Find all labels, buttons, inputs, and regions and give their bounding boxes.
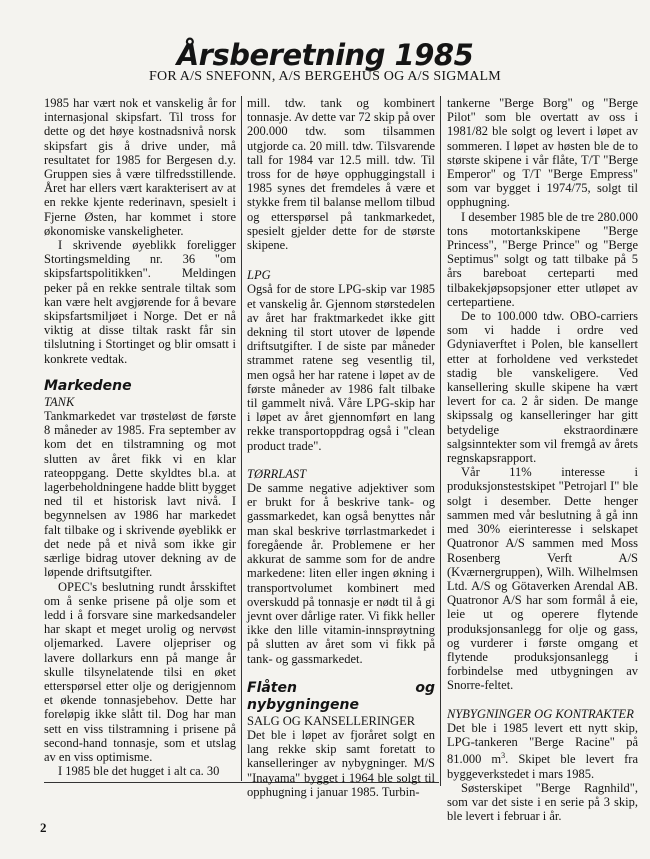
text-run: . Skipet ble levert fra byggeverkstedet i mars 1985.	[447, 752, 639, 781]
subheading-torrlast: TØRRLAST	[247, 466, 307, 481]
paragraph: I 1985 ble det hugget i alt ca. 30	[58, 764, 220, 779]
paragraph: tankerne "Berge Borg" og "Berge Pilot" som ble overtatt av oss i 1981/82 ble solgt og levert i løpet av sommeren. I løpet av høsten ble de to største skipene i vår flåte, T/T "Berge Emperor" og T/T "Berge Empress" som var bygget i 1974/75, solgt til opphugning.	[447, 96, 638, 210]
section-heading-markedene: Markedene	[44, 377, 132, 394]
paragraph: De to 100.000 tdw. OBO-carriers som vi hadde i ordre ved Gdyniaverftet i Polen, ble kansellert etter at forholdene ved verkstedet stadig ble vanskeligere. Ved kansellering skulle skipene ha vært levert for ca. 2 år siden. De mange skipssalg og kanselleringer har gitt betydelige ekstraordinære salgsinntekter som vil fremgå av årets regnskapsrapport.	[447, 309, 638, 466]
column-divider	[241, 96, 242, 781]
subheading-nybygninger: NYBYGNINGER OG KONTRAKTER	[447, 706, 634, 721]
subheading-tank: TANK	[44, 394, 75, 409]
paragraph: 1985 har vært nok et vanskelig år for internasjonal skipsfart. Til tross for dette og det høye kostnadsnivå norsk skipsfart gis å drive under, må resultatet for 1985 for Bergesen d.y. Gruppen sies å være tilfredsstillende. Året har ellers vært karakterisert av at en rekke kjente rederinavn, spesielt i Fjerne Østen, har kommet i store økonomiske vanskeligheter.	[44, 96, 236, 238]
superscript: 3	[501, 751, 506, 761]
paragraph: I desember 1985 ble de tre 280.000 tons motortankskipene "Berge Princess", "Berge Prince" og "Berge Septimus" solgt og tatt tilbake på 5 års bareboat certeparti med tilbakekjøpsopsjoner etter utløpet av certepartiene.	[447, 209, 638, 309]
paragraph: De samme negative adjektiver som er brukt for å beskrive tank- og gassmarkedet, kan også benyttes når man skal beskrive tørrlastmarkedet i foregående år. Problemene er her akkurat de samme som for de andre markedene: liten eller ingen økning i transportvolumet kombinert med overskudd på tonnasje er nødt til å gi jevnt over dårlige rater. Vi fikk heller ikke den lille vitamin-innsprøytning på slutten av året som vi fikk på tank- og gassmarkedet.	[247, 481, 435, 666]
column-3	[447, 96, 638, 823]
column-1	[44, 96, 236, 778]
subheading-lpg: LPG	[247, 268, 271, 283]
page-number: 2	[40, 820, 47, 835]
page-subtitle: FOR A/S SNEFONN, A/S BERGEHUS OG A/S SIGMALM	[149, 69, 501, 84]
paragraph: Tankmarkedet var trøsteløst de første 8 måneder av 1985. Fra september av kom det en tilstramning og mot slutten av året fikk vi en klar rateoppgang. Dette skyldtes bl.a. at lagerbeholdningene hadde blitt bygget ned til et historisk lavt nivå. I begynnelsen av 1986 har markedet falt tilbake og i skrivende øyeblikk er det nede på et nivå som ikke gir særlige bidrag utover dekning av de løpende driftsutgifter.	[44, 409, 236, 580]
paragraph: I skrivende øyeblikk foreligger Stortingsmelding nr. 36 "om skipsfartspolitikken". Meldingen peker på en rekke sentrale tiltak som kan være helt avgjørende for å bevare skipsfartsmiljøet i Norge. Det er nå viktig at disse tiltak raskt får sin tilslutning i Stortinget og blir omsatt i konkrete vedtak.	[44, 238, 236, 366]
column-divider	[440, 96, 441, 786]
paragraph: Vår 11% interesse i produksjonstestskipet "Petrojarl I" ble solgt i desember. Dette henger sammen med vår beslutning å gå inn med 30% eierinteresse i selskapet Quatronor A/S sammen med Moss Rosenberg Verft A/S (Kværnergruppen), Wilh. Wilhelmsen Ltd. A/S og Götaverken Arendal AB. Quatronor A/S har som formål å eie, leie ut og operere flytende produksjonsanlegg for olje og gass, og vurderer i første omgang et flytende produksjonsanlegg i forbindelse med utbygningen av Snorre-feltet.	[447, 465, 638, 693]
paragraph	[447, 721, 638, 781]
column-2	[247, 96, 435, 799]
paragraph: OPEC's beslutning rundt årsskiftet om å senke prisene på olje som et ledd i å forsvare sine markedsandeler har skapt et meget urolig og nervøst oljemarked. Lavere oljepriser og lavere dollarkurs enn på mange år skulle tilsynelatende tilsi en øket etterspørsel etter olje og derigjennom et økende tonnasjebehov. Dette har foreløpig ikke slått til. Dog har man sett en viss tilstramning i prisene på second-hand tonnasje, som et utslag av en viss optimisme.	[44, 579, 236, 764]
section-heading-flaten: Flåten og nybygningene	[247, 679, 435, 713]
paragraph: Det ble i løpet av fjoråret solgt en lang rekke skip samt foretatt to kanselleringer av nybygninger. M/S "Inayama" bygget i 1964 ble solgt til opphugning i januar 1985. Turbin-	[247, 727, 435, 799]
paragraph: mill. tdw. tank og kombinert tonnasje. Av dette var 72 skip på over 200.000 tdw. som tilsammen utgjorde ca. 20 mill. tdw. Tilsvarende tall for 1984 var 12.5 mill. tdw. Til tross for de høye opphuggingstall i 1985 synes det fremdeles å være et stykke frem til balanse mellom tilbud og etterspørsel på tankmarkedet, spesielt gjelder dette for de største skipene.	[247, 96, 435, 253]
text-run: Det ble i 1985 levert ett nytt skip, LPG-tankeren "Berge Racine" på 81.000 m	[447, 720, 638, 767]
paragraph: Søsterskipet "Berge Ragnhild", som var det siste i en serie på 3 skip, ble levert i februar i år.	[447, 780, 638, 824]
subheading-salg: SALG OG KANSELLERINGER	[247, 713, 416, 728]
paragraph: Også for de store LPG-skip var 1985 et vanskelig år. Gjennom størstedelen av året har fraktmarkedet ikke gitt dekning til stort utover de løpende driftsutgifter. I de siste par måneder strammet ratene seg vesentlig til, men også her har ratene i løpet av de første måneder av 1986 falt tilbake til gammelt nivå. Våre LPG-skip har i løpet av året gjennomført en lang rekke transportoppdrag også i "clean product trade".	[247, 282, 435, 453]
page-title: Årsberetning 1985	[176, 38, 474, 72]
